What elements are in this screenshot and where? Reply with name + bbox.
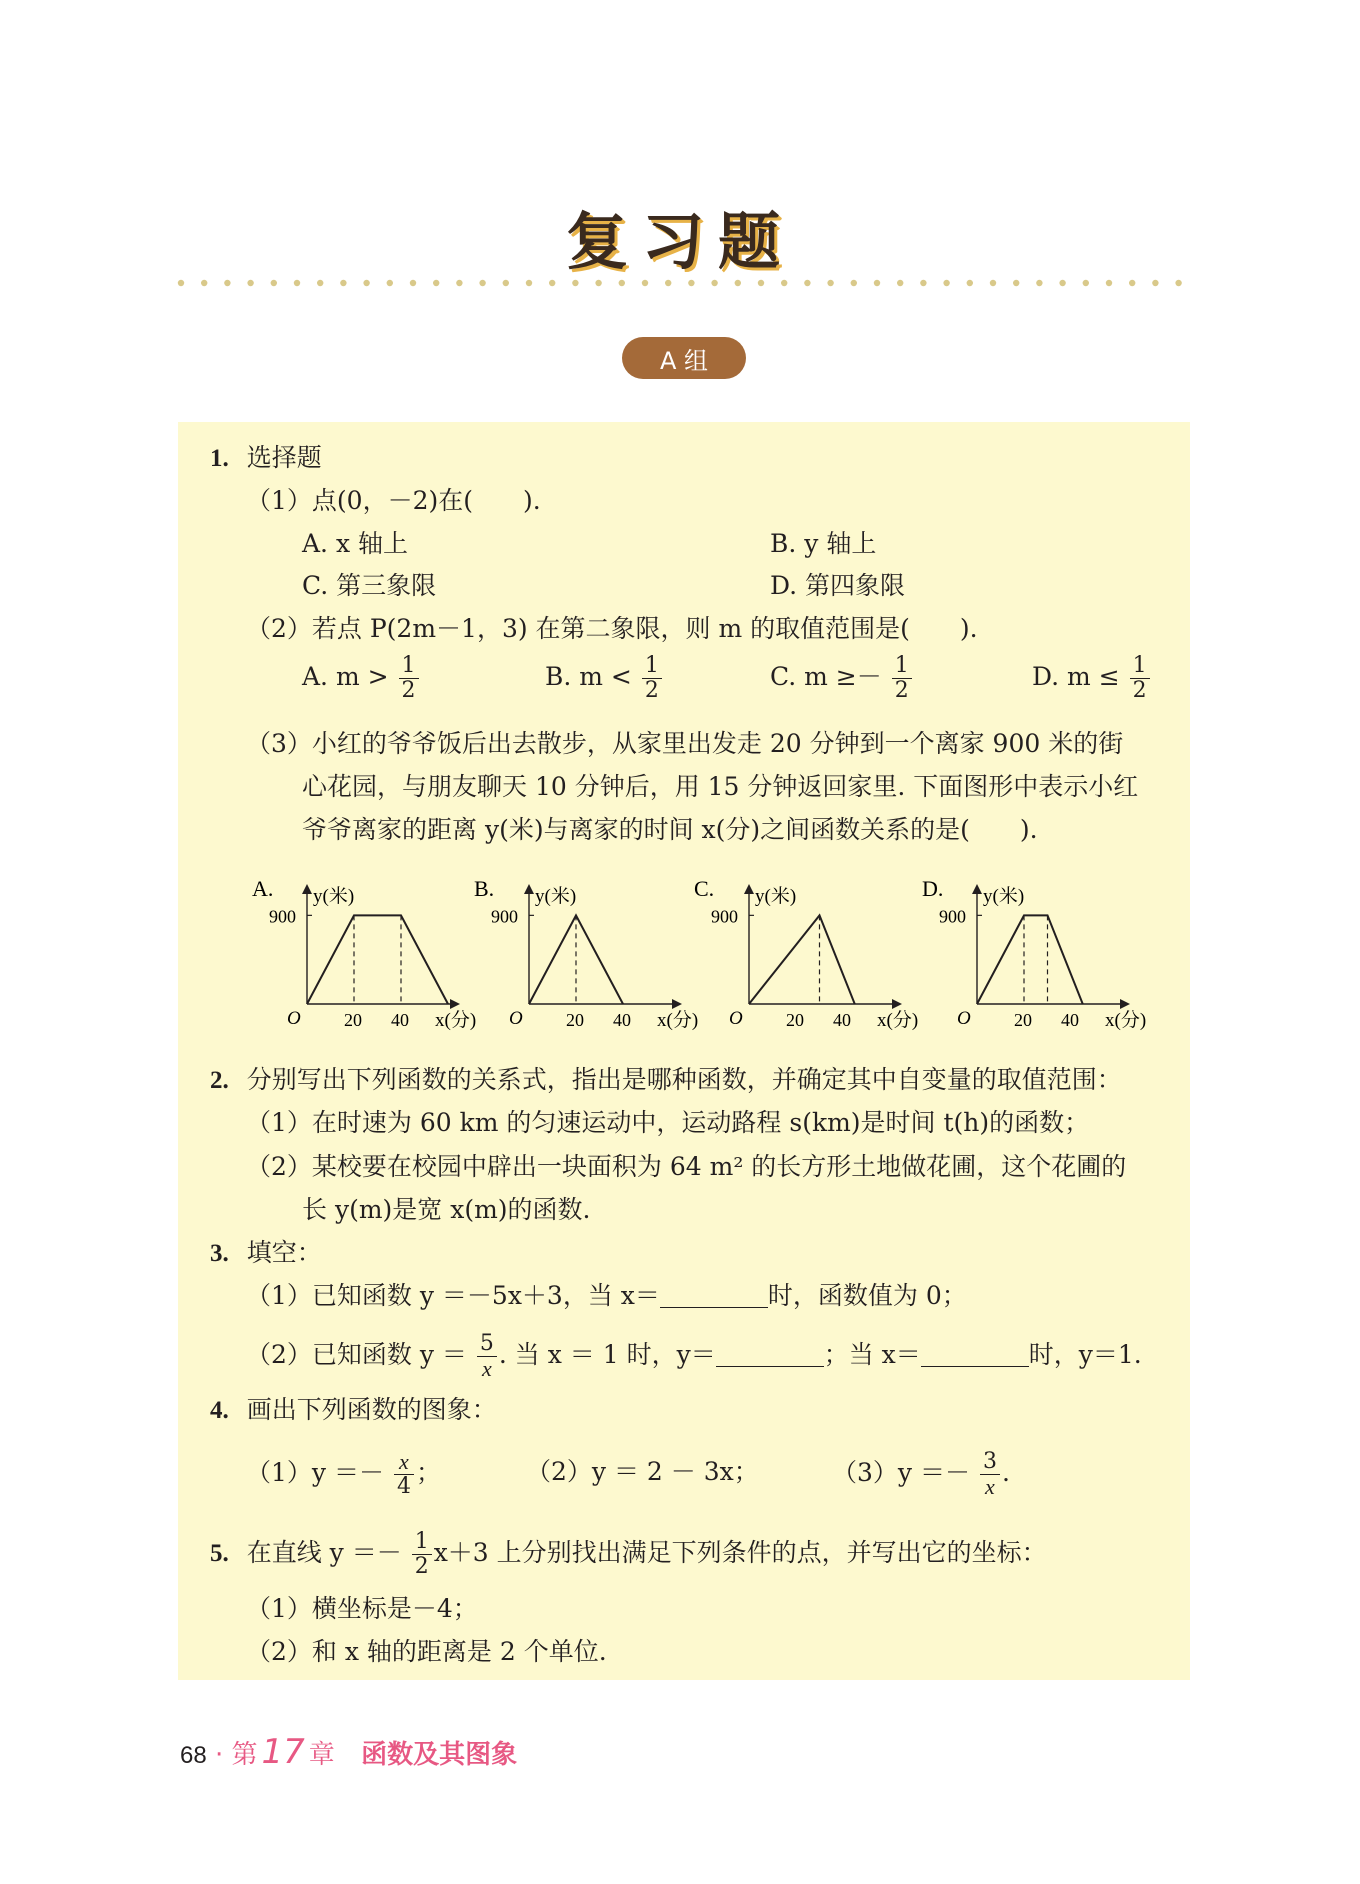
x-axis-label: x(分): [877, 1010, 919, 1031]
origin-label: O: [287, 1008, 301, 1029]
x-tick-label: 20: [786, 1010, 804, 1030]
divider-dot: [1152, 280, 1158, 286]
divider-dot: [503, 280, 509, 286]
divider-dot: [874, 280, 880, 286]
divider-dot: [294, 280, 300, 286]
page-number: 68: [180, 1742, 207, 1769]
y-axis-arrow: [524, 884, 534, 894]
y-axis-arrow: [302, 884, 312, 894]
origin-label: O: [729, 1008, 743, 1029]
q1-number: 1.: [210, 445, 229, 472]
q2-part2-line2: 长 y(m)是宽 x(m)的函数.: [302, 1195, 591, 1224]
divider-dot: [479, 280, 485, 286]
q1-part2-option-c: C. m ≥－ $\frac{1}{2}$: [770, 654, 914, 703]
y-axis-arrow: [972, 884, 982, 894]
answer-blank[interactable]: [660, 1281, 768, 1308]
fraction: $\frac{1}{2}$: [642, 654, 662, 703]
graph-option-label: C.: [694, 876, 715, 901]
divider-dot: [410, 280, 416, 286]
divider-dot: [967, 280, 973, 286]
y-axis-label: y(米): [313, 886, 355, 907]
x-tick-label: 20: [566, 1010, 584, 1030]
x-tick-label: 40: [1061, 1010, 1079, 1030]
group-badge: A 组: [622, 337, 746, 379]
y-axis-label: y(米): [755, 886, 797, 907]
divider-dot: [201, 280, 207, 286]
q5-part2: （2）和 x 轴的距离是 2 个单位.: [246, 1637, 607, 1666]
q1-part2-option-b: B. m < $\frac{1}{2}$: [545, 654, 664, 703]
q4-title: 画出下列函数的图象：: [246, 1395, 497, 1424]
q1-part1-option-a: A. x 轴上: [302, 529, 408, 558]
q1-part1-option-d: D. 第四象限: [770, 571, 906, 600]
q3-title: 填空：: [246, 1238, 322, 1267]
y-axis-label: y(米): [535, 886, 577, 907]
divider-dot: [340, 280, 346, 286]
graph-d-svg: [920, 872, 1160, 1032]
divider-dot: [1083, 280, 1089, 286]
fraction: $\frac{5}{x}$: [477, 1332, 497, 1381]
divider-dot: [990, 280, 996, 286]
graph-c: [692, 872, 932, 1036]
answer-blank[interactable]: [921, 1340, 1029, 1367]
distance-time-line: [977, 915, 1083, 1004]
x-tick-label: 20: [344, 1010, 362, 1030]
answer-blank[interactable]: [716, 1340, 824, 1367]
divider-dot: [1106, 280, 1112, 286]
q4-heading: [210, 1393, 497, 1428]
fraction: $\frac{1}{2}$: [892, 654, 912, 703]
dotted-divider: [176, 278, 1186, 288]
divider-dot: [363, 280, 369, 286]
q2-title: 分别写出下列函数的关系式，指出是哪种函数，并确定其中自变量的取值范围：: [246, 1065, 1122, 1094]
q1-part3-line2: 心花园，与朋友聊天 10 分钟后，用 15 分钟返回家里. 下面图形中表示小红: [302, 772, 1139, 801]
q1-part1-option-b: B. y 轴上: [770, 529, 877, 558]
graph-option-label: D.: [922, 876, 944, 901]
origin-label: O: [957, 1008, 971, 1029]
divider-dot: [1175, 280, 1181, 286]
q2-number: 2.: [210, 1067, 229, 1094]
distance-time-line: [307, 915, 448, 1004]
q4-part1: （1）y ＝－ $\frac{x}{4}$ ；: [246, 1449, 441, 1499]
x-tick-label: 40: [391, 1010, 409, 1030]
divider-dot: [317, 280, 323, 286]
graph-a-svg: [250, 872, 490, 1032]
graph-option-label: A.: [252, 876, 274, 901]
q3-heading: [210, 1236, 322, 1271]
graph-option-label: B.: [474, 876, 495, 901]
divider-dot: [711, 280, 717, 286]
q4-part3: （3）y ＝－ $\frac{3}{x}$ .: [832, 1449, 1010, 1499]
divider-dot: [1013, 280, 1019, 286]
divider-dot: [920, 280, 926, 286]
origin-label: O: [509, 1008, 523, 1029]
y-tick-label: 900: [491, 906, 518, 927]
fraction: $\frac{3}{x}$: [980, 1450, 1000, 1499]
x-axis-arrow: [672, 999, 682, 1009]
y-tick-label: 900: [269, 906, 296, 927]
graph-b: [472, 872, 715, 1036]
chapter-title: 函数及其图象: [361, 1740, 518, 1770]
divider-dot: [688, 280, 694, 286]
q4-number: 4.: [210, 1397, 229, 1424]
divider-dot: [1036, 280, 1042, 286]
q3-part1: （1）已知函数 y ＝－5x＋3，当 x＝ 时，函数值为 0；: [246, 1281, 967, 1310]
x-axis-label: x(分): [1105, 1010, 1147, 1031]
fraction: $\frac{1}{2}$: [1130, 654, 1150, 703]
x-axis-arrow: [892, 999, 902, 1009]
divider-dot: [1059, 280, 1065, 286]
q1-part3-line1: （3）小红的爷爷饭后出去散步，从家里出发走 20 分钟到一个离家 900 米的街: [246, 729, 1124, 758]
divider-dot: [433, 280, 439, 286]
q1-part2-option-a: A. m > $\frac{1}{2}$: [302, 654, 421, 703]
q1-part3-line3: 爷爷离家的距离 y(米)与离家的时间 x(分)之间函数关系的是( ).: [302, 815, 1038, 844]
divider-dot: [665, 280, 671, 286]
divider-dot: [549, 280, 555, 286]
divider-dot: [526, 280, 532, 286]
divider-dot: [735, 280, 741, 286]
page-title: 复习题: [565, 205, 794, 278]
divider-dot: [456, 280, 462, 286]
x-axis-label: x(分): [657, 1010, 699, 1031]
y-tick-label: 900: [711, 906, 738, 927]
fraction: $\frac{x}{4}$: [394, 1450, 414, 1499]
y-axis-arrow: [744, 884, 754, 894]
divider-dot: [758, 280, 764, 286]
q5-number: 5.: [210, 1540, 229, 1567]
y-tick-label: 900: [939, 906, 966, 927]
q2-part2-line1: （2）某校要在校园中辟出一块面积为 64 m² 的长方形土地做花圃，这个花圃的: [246, 1152, 1127, 1181]
q3-number: 3.: [210, 1240, 229, 1267]
q2-heading: [210, 1063, 1122, 1098]
x-axis-label: x(分): [435, 1010, 477, 1031]
divider-dot: [642, 280, 648, 286]
divider-dot: [619, 280, 625, 286]
graph-d: [920, 872, 1160, 1036]
fraction: $\frac{1}{2}$: [412, 1530, 432, 1579]
x-tick-label: 40: [613, 1010, 631, 1030]
divider-dot: [572, 280, 578, 286]
distance-time-line: [749, 915, 855, 1004]
q5-part1: （1）横坐标是－4；: [246, 1594, 478, 1623]
x-tick-label: 20: [1014, 1010, 1032, 1030]
q1-part2-stem: （2）若点 P(2m－1，3) 在第二象限，则 m 的取值范围是( ).: [246, 614, 978, 643]
q1-part1-stem: （1）点(0，－2)在( ).: [246, 486, 541, 515]
divider-dot: [943, 280, 949, 286]
page-footer: 68 · 第 17 章 函数及其图象: [180, 1732, 518, 1772]
divider-dot: [247, 280, 253, 286]
x-axis-arrow: [1120, 999, 1130, 1009]
q3-part2: （2）已知函数 y ＝ $\frac{5}{x}$ . 当 x ＝ 1 时，y＝ ；当 x＝ 时，y＝1.: [246, 1331, 1142, 1381]
divider-dot: [224, 280, 230, 286]
q1-part1-option-c: C. 第三象限: [302, 571, 437, 600]
divider-dot: [897, 280, 903, 286]
divider-dot: [781, 280, 787, 286]
divider-dot: [271, 280, 277, 286]
divider-dot: [804, 280, 810, 286]
q4-part2: （2）y ＝ 2 － 3x；: [526, 1457, 759, 1486]
graph-a: [250, 872, 490, 1036]
x-axis-arrow: [450, 999, 460, 1009]
divider-dot: [595, 280, 601, 286]
graph-b-svg: [472, 872, 715, 1032]
q5-heading: 5. 在直线 y ＝－ $\frac{1}{2}$ x＋3 上分别找出满足下列条件的点，并写出它的坐标：: [210, 1529, 1047, 1579]
x-tick-label: 40: [833, 1010, 851, 1030]
divider-dot: [827, 280, 833, 286]
fraction: $\frac{1}{2}$: [399, 654, 419, 703]
graph-c-svg: [692, 872, 932, 1032]
divider-dot: [1129, 280, 1135, 286]
q1-heading: [210, 441, 322, 476]
q1-part2-option-d: D. m ≤ $\frac{1}{2}$: [1032, 654, 1152, 703]
divider-dot: [851, 280, 857, 286]
q1-title: 选择题: [246, 443, 322, 472]
y-axis-label: y(米): [983, 886, 1025, 907]
q2-part1: （1）在时速为 60 km 的匀速运动中，运动路程 s(km)是时间 t(h)的函数；: [246, 1108, 1090, 1137]
divider-dot: [178, 280, 184, 286]
divider-dot: [387, 280, 393, 286]
chapter-number: 17: [261, 1732, 305, 1772]
